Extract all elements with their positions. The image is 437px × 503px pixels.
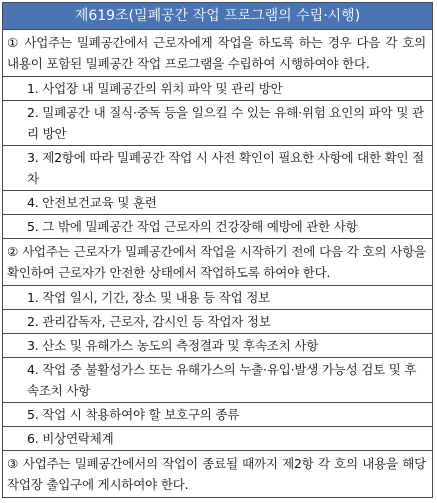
- list-item: 5. 작업 시 착용하여야 할 보호구의 종류: [3, 403, 432, 427]
- list-item: 3. 제2항에 따라 밀폐공간 작업 시 사전 확인이 필요한 사항에 대한 확인 절차: [3, 146, 432, 191]
- list-item: 3. 산소 및 유해가스 농도의 측정결과 및 후속조치 사항: [3, 334, 432, 358]
- regulation-article: [2, 2, 433, 498]
- list-item: 1. 작업 일시, 기간, 장소 및 내용 등 작업 정보: [3, 286, 432, 310]
- list-item: 4. 안전보건교육 및 훈련: [3, 191, 432, 215]
- list-item: 5. 그 밖에 밀폐공간 작업 근로자의 건강장해 예방에 관한 사항: [3, 215, 432, 239]
- list-item: 1. 사업장 내 밀폐공간의 위치 파악 및 관리 방안: [3, 77, 432, 101]
- paragraph-2: ② 사업주는 근로자가 밀폐공간에서 작업을 시작하기 전에 다음 각 호의 사항을 확인하여 근로자가 안전한 상태에서 작업하도록 하여야 한다.: [3, 239, 432, 286]
- article-title: 제619조(밀폐공간 작업 프로그램의 수립·시행): [3, 3, 432, 30]
- list-item: 6. 비상연락체계: [3, 427, 432, 451]
- list-item: 2. 밀폐공간 내 질식·중독 등을 일으킬 수 있는 유해·위험 요인의 파악 및 관리 방안: [3, 101, 432, 146]
- list-item: 2. 관리감독자, 근로자, 감시인 등 작업자 정보: [3, 310, 432, 334]
- paragraph-3: ③ 사업주는 밀폐공간에서의 작업이 종료될 때까지 제2항 각 호의 내용을 해당 작업장 출입구에 게시하여야 한다.: [7, 456, 426, 492]
- paragraph-1: ① 사업주는 밀폐공간에서 근로자에게 작업을 하도록 하는 경우 다음 각 호의 내용이 포함된 밀폐공간 작업 프로그램을 수립하여 시행하여야 한다.: [3, 30, 432, 77]
- list-item: 4. 작업 중 불활성가스 또는 유해가스의 누출·유입·발생 가능성 검토 및 후속조치 사항: [3, 358, 432, 403]
